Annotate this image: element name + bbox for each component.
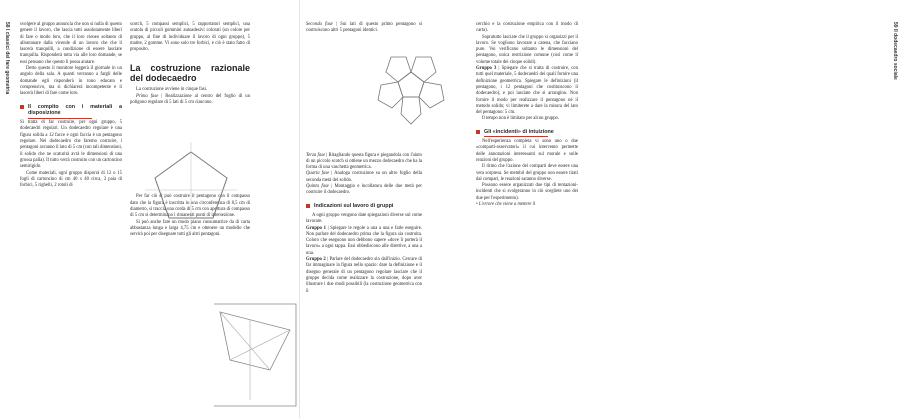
paragraph: Detto questo il monitore leggerà il giornale in un angolo della sala. A quanti verranno a fargli delle domande egli risponderà in tono educato e comprensivo, ma si dichiarerà incompetente e li lascerà liberi di fare come loro. [20,66,122,97]
left-page [0,0,300,418]
phase-label: Terza fase [306,152,326,158]
group-label: Gruppo 3 [476,66,497,72]
paragraph: Per far ciò si può costruire il pentagono con il compasso dato che la figura è inscritta in una circonferenza di 8,5 cm di diametro, si traccia una corda di 5 cm con apertura di compasso di 5 cm si determinano i rimanenti punti di intersezione. [130,194,250,219]
paragraph: Nell'esperienza completa vi sono uno o due «comparti-osservatori» il cui intervento permette delle annotazioni interessanti sul morale e sulle reazioni del gruppo. [476,139,578,163]
section-heading-incidents: Gli «incidenti» di intuizione [476,129,578,135]
section-heading-task: Il compito con i materiali a disposizione [20,104,122,117]
phase-label: Quinta fase [306,184,329,190]
paragraph: Sopratutto lasciate che il gruppo si organizzi per il lavoro. Se vogliono lavorare a catena, che facciano pure. Voi verificano soltanto le dimensioni del pentagono, unica restrizione comune (così come il volume totale dei cinque solidi). [476,34,578,65]
group-label: Gruppo 2 [306,257,326,263]
pentagon-figure [143,138,239,228]
paragraph: Si può anche fare un modo piano consumatrice da di carta abbastanza lunga e larga 4,75 cm e ottenere un modello che servirà poi per disegnare tutti gli altri pentagoni. [130,219,250,238]
phase-label: Quarta fase [306,171,330,177]
phase-label: Seconda fase [306,22,333,27]
paragraph: A ogni gruppo vengono date spiegazioni diverse sul come lavorare. [306,212,422,225]
net-figure-space [306,35,422,153]
paragraph: Si tratta di far costruire, per ogni gruppo, 5 dodecaedri regolari. Un dodecaedro regolare è una figura solida a 12 facce e ogni faccia è un pentagono regolare. Nel dodecaedro che faremo costruire, i pentagoni avranno il lato di 5 cm (con tali dimensioni, il solido che ne scaturirà avrà le dimensioni di una grossa palla). Il tutto verrà costruito con un cartoncino semirigido. [20,120,122,170]
paragraph: Quinta fase | Montaggio e incollatura delle due metà per costruire il dodecaedro. [306,184,422,196]
paragraph: Il tempo non è limitato per alcun gruppo. [482,116,560,122]
running-head-right: 59 Il dodecaedro sociale [892,22,898,80]
paragraph: Terza fase | Ritagliando questa figura e piegandola con l'aiuto di un piccolo scotch si ottiene un mezzo dodecaedro che ha la forma di una vaschetta geometrica. [306,152,422,171]
paragraph: Come materiali, ogni gruppo disporrà di 12 o 15 fogli di cartoncino di cm 40 x 40 circa, 3 paia di forbici, 5 righelli, 2 rotoli di [20,170,122,189]
right-page [300,0,898,418]
paragraph: La costruzione avviene in cinque fasi. [136,87,208,93]
paragraph: Seconda fase | Sui lati di questo primo pentagono si costruiscono altri 5 pentagoni identici. [306,22,422,34]
running-head-left: 58 I classici del fare geometria [4,22,10,95]
paragraph: • L'errore che viene a mettere il [476,202,536,208]
paragraph: scotch, 5 compassi semplici, 5 rapportatori semplici, una scatola di piccoli gommini autoadesivi colorati (un colore per gruppo, al fine di individuare il lavoro di ogni gruppo), 5 matite, 2 gomme. Vi sono solo tre forbici, e ciò è stato fatto di proposito. [130,22,250,53]
phase-label: Prima fase [136,93,159,99]
paragraph: svolgere al gruppo annuncia che non si nulla di questo genere il lavoro, che lascia tutti assolutamente liberi di fare o modo loro, che il loro vieneo soltanto di allontanare dalla vicende di un lavoro che che li lascerà tranquilli, a condizione di essere lasciare tranquilla. Risponderà tutta via alle loro domande, se essi pensano che questo li possa aiutare. [20,22,122,65]
paragraph: Gruppo 1 | Spiegare le regole a una a una e farle eseguire. Non parlare del dodecaedro prima che la figura sia costruita. Coloro che eseguono non debbono sapere «dove li porterà il lavoro» a ogni tappa. Essi obbediscono alle direttive, a una a una. [306,225,422,256]
paragraph: Gruppo 2 | Parlare del dodecaedro sin dall'inizio. Cercare di far immaginare la figura nello spazio: dare la definizione e il disegno generale di un pentagono regolare lasciare che il gruppo decida come realizzare la costruzione, dopo aver illustrare i due modi possibili (la costruzione geometrica con il [306,257,422,294]
paragraph: Prima fase | Realizzazione al centro del foglio di un poligono regolare di 5 lati di 5 cm ciascuno. [130,93,250,106]
paragraph: Quarta fase | Analoga costruzione su un altro foglio della seconda metà del solido. [306,171,422,183]
paper-strip-figure [210,300,300,410]
section-heading-groups: Indicazioni sul lavoro di gruppi [306,203,422,209]
column-1 [20,22,122,189]
paragraph: Il ritmo che l'azione del comparti deve essere una vera sorpresa. Se membri del gruppo non essere tirati dal compari, le reazioni saranno diverse. [476,164,578,182]
group-label: Gruppo 1 [306,225,326,231]
column-4 [476,22,578,208]
paragraph: Gruppo 3 | Spiegare che si tratta di costruire, con tutti quel materiale, 5 dodecaedri dei quali fornire una definizione geometrica. Spiegare le definizioni (il pentagono, i 12 pentagoni che costituiscono il dodecaedro), e poi lasciate che si arrangino. Non fornire il modo per realizzare il pentagono né il metodo solido; vi limiterete a dare la misura del lato del pentagono: 5 cm. [476,66,578,116]
paragraph: Possono essere organizzati due tipi di tentazioni-incidenti che si svolgeranno in ciò scegliete uno dei due per l'esperimento). [476,183,578,201]
paragraph: cerchio e la costruzione empirica con il modo di carta). [476,22,578,34]
section-heading-construction: La costruzione razionale del dodecaedro [130,63,250,84]
column-3 [306,22,422,295]
